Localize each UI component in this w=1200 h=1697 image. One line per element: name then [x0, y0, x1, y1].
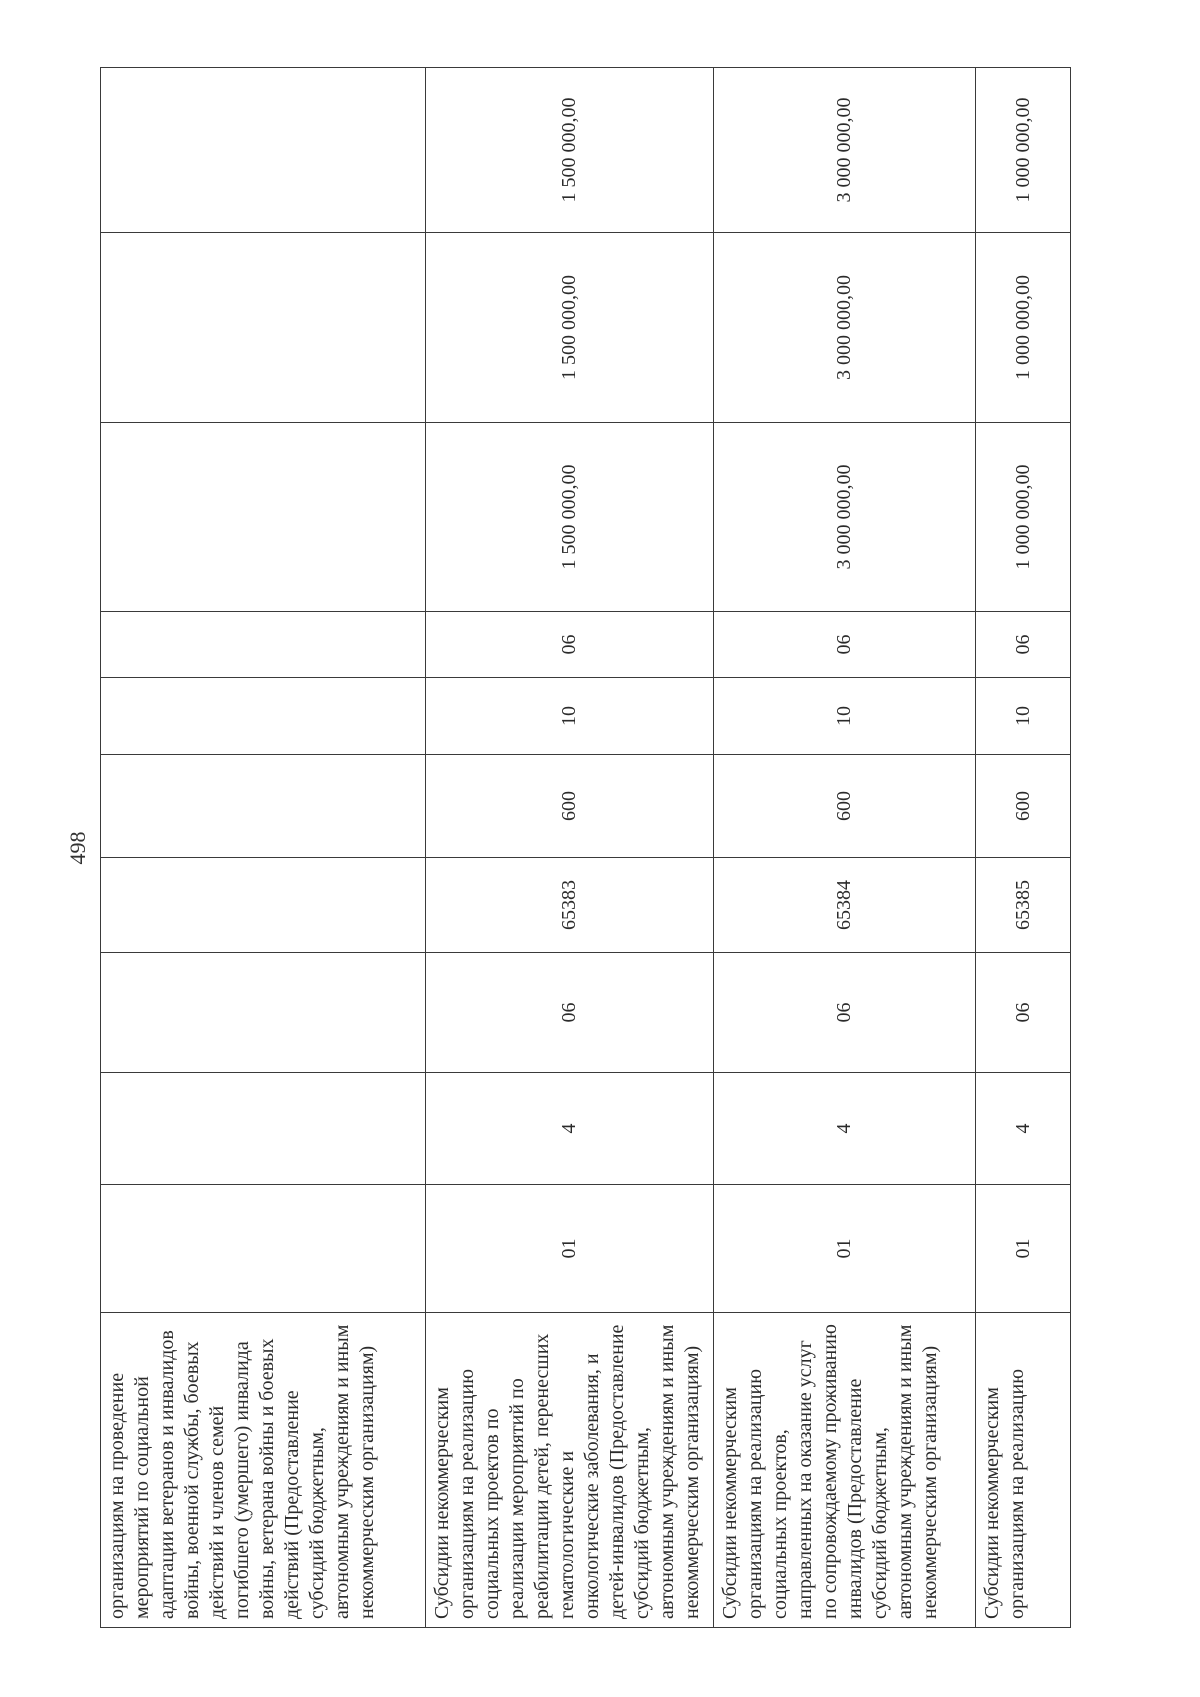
subprogram-code-cell: 4 [426, 1073, 714, 1185]
row-name-cell: организациям на проведение мероприятий по социальной адаптации ветеранов и инвалидов войны, военной службы, боевых действий и членов семей погибшего (умершего) инвалида войны, ветерана войны и боевых действий (Предоставление субсидий бюджетным, автономным учреждениям и иным некоммерческим организациям) [101, 1313, 426, 1628]
amount-year-1-cell: 1 000 000,00 [976, 423, 1071, 612]
amount-year-3-cell: 1 500 000,00 [426, 68, 714, 233]
table-row [714, 68, 976, 1628]
amount-year-3-cell: 3 000 000,00 [714, 68, 976, 233]
subprogram-code-cell: 4 [976, 1073, 1071, 1185]
amount-year-2-cell: 3 000 000,00 [714, 233, 976, 423]
program-code-cell: 01 [714, 1185, 976, 1313]
program-code-cell: 01 [976, 1185, 1071, 1313]
expense-type-cell [101, 755, 426, 858]
expense-type-cell: 600 [714, 755, 976, 858]
table-row [976, 68, 1071, 1628]
subsection-code-cell: 06 [976, 612, 1071, 678]
table-row [426, 68, 714, 1628]
budget-table [100, 67, 1071, 1628]
amount-year-2-cell [101, 233, 426, 423]
amount-year-3-cell [101, 68, 426, 233]
page-number: 498 [65, 831, 90, 865]
row-name-cell: Субсидии некоммерческим организациям на реализацию социальных проектов по реализации мероприятий по реабилитации детей, перенесших гематологические и онкологические заболевания, и детей-инвалидов (Предоставление субсидий бюджетным, автономным учреждениям и иным некоммерческим организациям) [426, 1313, 714, 1628]
subsection-code-cell [101, 612, 426, 678]
amount-year-1-cell [101, 423, 426, 612]
direction-code-cell: 65383 [426, 858, 714, 953]
amount-year-2-cell: 1 000 000,00 [976, 233, 1071, 423]
row-name-cell: Субсидии некоммерческим организациям на реализацию [976, 1313, 1071, 1628]
event-code-cell: 06 [426, 953, 714, 1073]
direction-code-cell [101, 858, 426, 953]
program-code-cell [101, 1185, 426, 1313]
section-code-cell: 10 [426, 678, 714, 755]
table-row [101, 68, 426, 1628]
program-code-cell: 01 [426, 1185, 714, 1313]
expense-type-cell: 600 [426, 755, 714, 858]
subprogram-code-cell: 4 [714, 1073, 976, 1185]
amount-year-2-cell: 1 500 000,00 [426, 233, 714, 423]
rotated-table-container [100, 68, 1070, 1628]
direction-code-cell: 65385 [976, 858, 1071, 953]
section-code-cell [101, 678, 426, 755]
row-name-cell: Субсидии некоммерческим организациям на реализацию социальных проектов, направленных на оказание услуг по сопровождаемому проживанию инвалидов (Предоставление субсидий бюджетным, автономным учреждениям и иным некоммерческим организациям) [714, 1313, 976, 1628]
section-code-cell: 10 [976, 678, 1071, 755]
subsection-code-cell: 06 [426, 612, 714, 678]
event-code-cell: 06 [714, 953, 976, 1073]
amount-year-1-cell: 3 000 000,00 [714, 423, 976, 612]
amount-year-1-cell: 1 500 000,00 [426, 423, 714, 612]
subprogram-code-cell [101, 1073, 426, 1185]
subsection-code-cell: 06 [714, 612, 976, 678]
event-code-cell [101, 953, 426, 1073]
expense-type-cell: 600 [976, 755, 1071, 858]
section-code-cell: 10 [714, 678, 976, 755]
event-code-cell: 06 [976, 953, 1071, 1073]
direction-code-cell: 65384 [714, 858, 976, 953]
amount-year-3-cell: 1 000 000,00 [976, 68, 1071, 233]
